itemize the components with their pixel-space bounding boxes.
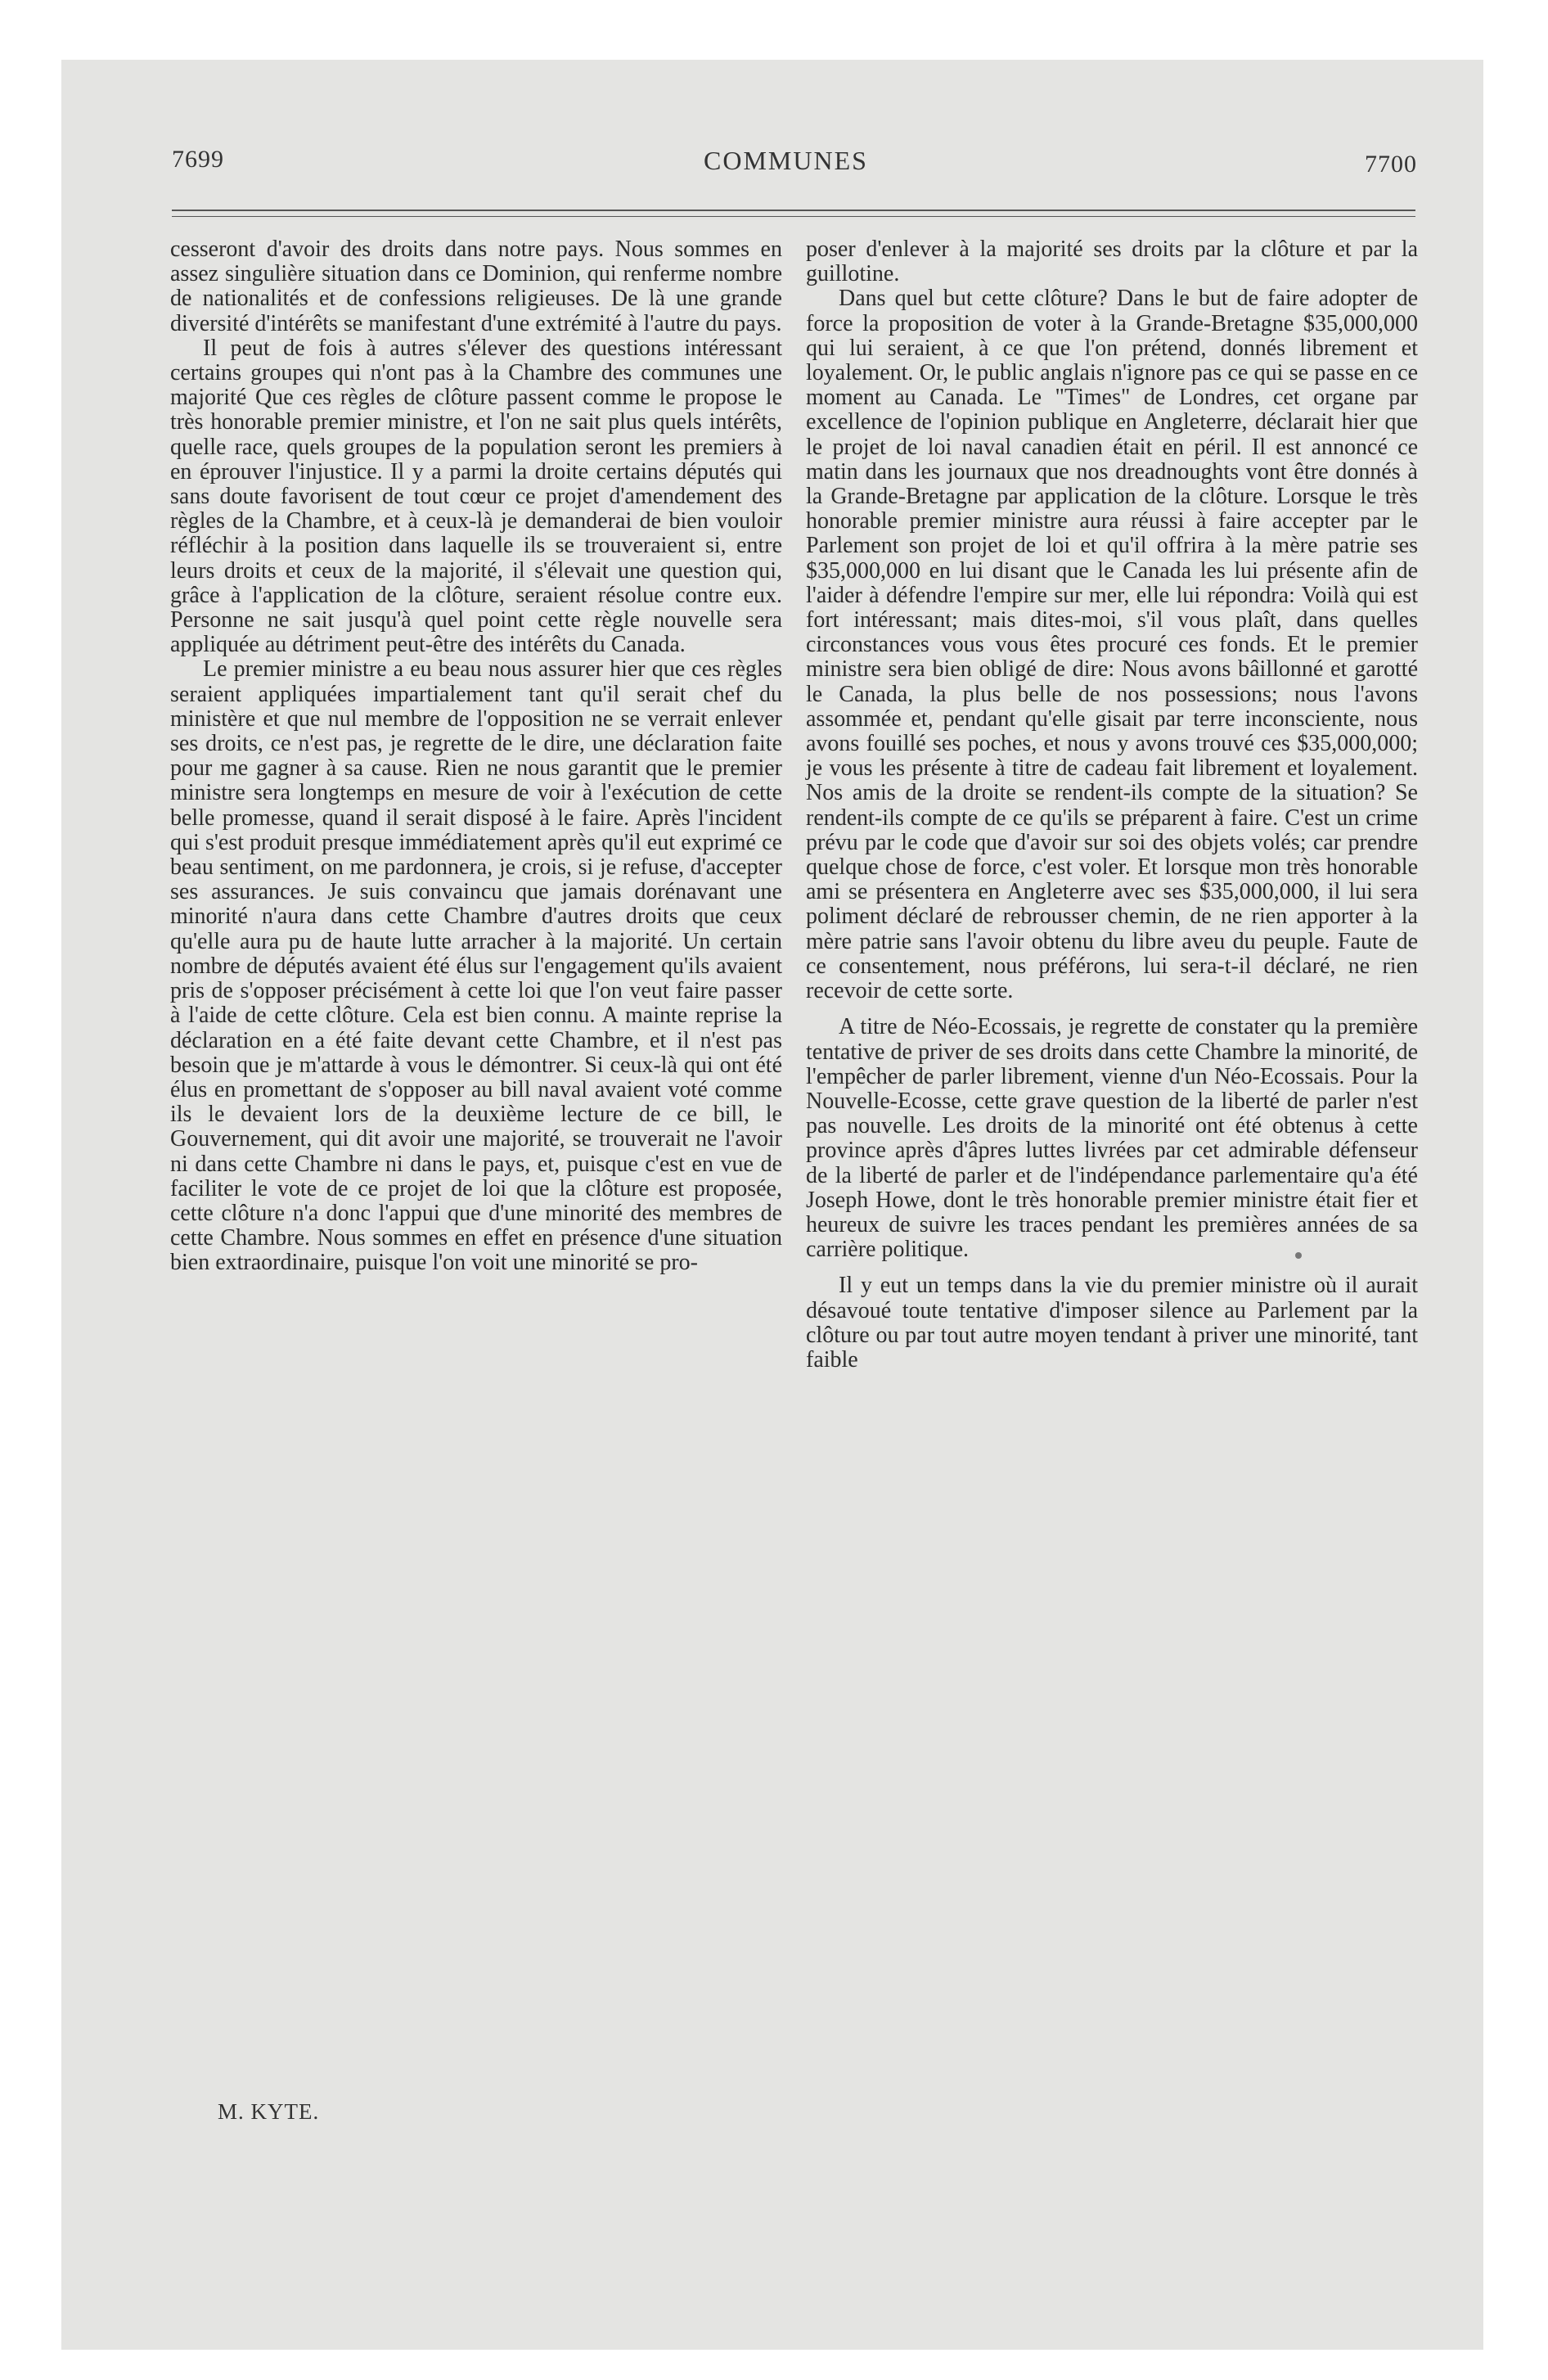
paragraph: A titre de Néo-Ecossais, je regrette de constater qu la première tentative de priver de ses droits dans cette Chambre la minorité, de l'empêcher de parler librement, vienne d'un Néo-Ecossais. Pour la Nouvelle-Ecosse, cette grave question de la liberté de parler n'est pas nouvelle. Les droits de la minorité ont été obtenus à cette province après d'âpres luttes livrées par cet admirable défenseur de la liberté de parler et de l'indépendance parlementaire qu'a été Joseph Howe, dont le très honorable premier ministre était fier et heureux de suivre les traces pendant les premières années de sa carrière politique. <box>806 1014 1418 1263</box>
running-head-title: COMMUNES <box>704 146 868 175</box>
right-column <box>806 237 1418 1373</box>
paragraph: Il y eut un temps dans la vie du premier ministre où il aurait désavoué toute tentative d'imposer silence au Parlement par la clôture ou par tout autre moyen tendant à priver une minorité, tant faible <box>806 1273 1418 1373</box>
paragraph: Dans quel but cette clôture? Dans le but de faire adopter de force la proposition de voter à la Grande-Bretagne $35,000,000 qui lui seraient, à ce que l'on prétend, donnés librement et loyalement. Or, le public anglais n'ignore pas ce qui se passe en ce moment au Canada. Le "Times" de Londres, cet organe par excellence de l'opinion publique en Angleterre, déclarait hier que le projet de loi naval canadien était en péril. Il est annoncé ce matin dans les journaux que nos dreadnoughts vont être donnés à la Grande-Bretagne par application de la clôture. Lorsque le très honorable premier ministre aura réussi à faire accepter par le Parlement son projet de loi et qu'il offrira à la mère patrie ses $35,000,000 en lui disant que le Canada les lui présente afin de l'aider à défendre l'empire sur mer, elle lui répondra: Voilà qui est fort intéressant; mais dites-moi, s'il vous plaît, dans quelles circonstances vous vous êtes procuré ces fonds. Et le premier ministre sera bien obligé de dire: Nous avons bâillonné et garotté le Canada, la plus belle de nos possessions; nous l'avons assommée et, pendant qu'elle gisait par terre inconsciente, nous avons fouillé ses poches, et nous y avons trouvé ces $35,000,000; je vous les présente à titre de cadeau fait librement et loyalement. Nos amis de la droite se rendent-ils compte de la situation? Se rendent-ils compte de ce qu'ils se préparent à faire. C'est un crime prévu par le code que d'avoir sur soi des objets volés; car prendre quelque chose de force, c'est voler. Et lorsque mon très honorable ami se présentera en Angleterre avec ses $35,000,000, il lui sera poliment déclaré de rebrousser chemin, de ne rien apporter à la mère patrie sans l'avoir obtenu du libre aveu du peuple. Faute de ce consentement, nous préférons, lui sera-t-il déclaré, ne rien recevoir de cette sorte. <box>806 286 1418 1004</box>
page-number-right: 7700 <box>1365 151 1417 178</box>
paragraph: cesseront d'avoir des droits dans notre pays. Nous sommes en assez singulière situation dans ce Dominion, qui renferme nombre de nationalités et de confessions religieuses. De là une grande diversité d'intérêts se manifestant d'une extrémité à l'autre du pays. <box>170 237 782 336</box>
header-rule <box>172 210 1415 211</box>
page-number-left: 7699 <box>172 146 224 173</box>
speaker-signature: M. KYTE. <box>218 2099 320 2124</box>
header-rule-thin <box>172 216 1415 217</box>
ink-speck <box>1295 1252 1302 1259</box>
left-column <box>170 237 782 1276</box>
paragraph: poser d'enlever à la majorité ses droits par la clôture et par la guillotine. <box>806 237 1418 287</box>
paragraph: Le premier ministre a eu beau nous assurer hier que ces règles seraient appliquées impartialement tant qu'il serait chef du ministère et que nul membre de l'opposition ne se verrait enlever ses droits, ce n'est pas, je regrette de le dire, une déclaration faite pour me gagner à sa cause. Rien ne nous garantit que le premier ministre sera longtemps en mesure de voir à l'exécution de cette belle promesse, quand il serait disposé à le faire. Après l'incident qui s'est produit presque immédiatement après qu'il eut exprimé ce beau sentiment, on me pardonnera, je crois, si je refuse, d'accepter ses assurances. Je suis convaincu que jamais dorénavant une minorité n'aura dans cette Chambre d'autres droits que ceux qu'elle aura pu de haute lutte arracher à la majorité. Un certain nombre de députés avaient été élus sur l'engagement qu'ils avaient pris de s'opposer précisément à cette loi que l'on veut faire passer à l'aide de cette clôture. Cela est bien connu. A mainte reprise la déclaration en a été faite devant cette Chambre, et il n'est pas besoin que je m'attarde à vous le démontrer. Si ceux-là qui ont été élus en promettant de s'opposer au bill naval avaient voté comme ils le devaient lors de la deuxième lecture de ce bill, le Gouvernement, qui dit avoir une majorité, se trouverait ne l'avoir ni dans cette Chambre ni dans le pays, et, puisque c'est en vue de faciliter le vote de ce projet de loi que la clôture est proposée, cette clôture n'a donc l'appui que d'une minorité des membres de cette Chambre. Nous sommes en effet en présence d'une situation bien extraordinaire, puisque l'on voit une minorité se pro- <box>170 656 782 1276</box>
paragraph: Il peut de fois à autres s'élever des questions intéressant certains groupes qui n'ont pas à la Chambre des communes une majorité Que ces règles de clôture passent comme le propose le très honorable premier ministre, et l'on ne sait plus quels intérêts, quelle race, quels groupes de la population seront les premiers à en éprouver l'injustice. Il y a parmi la droite certains députés qui sans doute favorisent de tout cœur ce projet d'amendement des règles de la Chambre, et à ceux-là je demanderai de bien vouloir réfléchir à la position dans laquelle ils se trouveraient si, entre leurs droits et ceux de la majorité, il s'élevait une question qui, grâce à l'application de la clôture, seraient résolue contre eux. Personne ne sait jusqu'à quel point cette règle nouvelle sera appliquée au détriment peut-être des intérêts du Canada. <box>170 335 782 658</box>
